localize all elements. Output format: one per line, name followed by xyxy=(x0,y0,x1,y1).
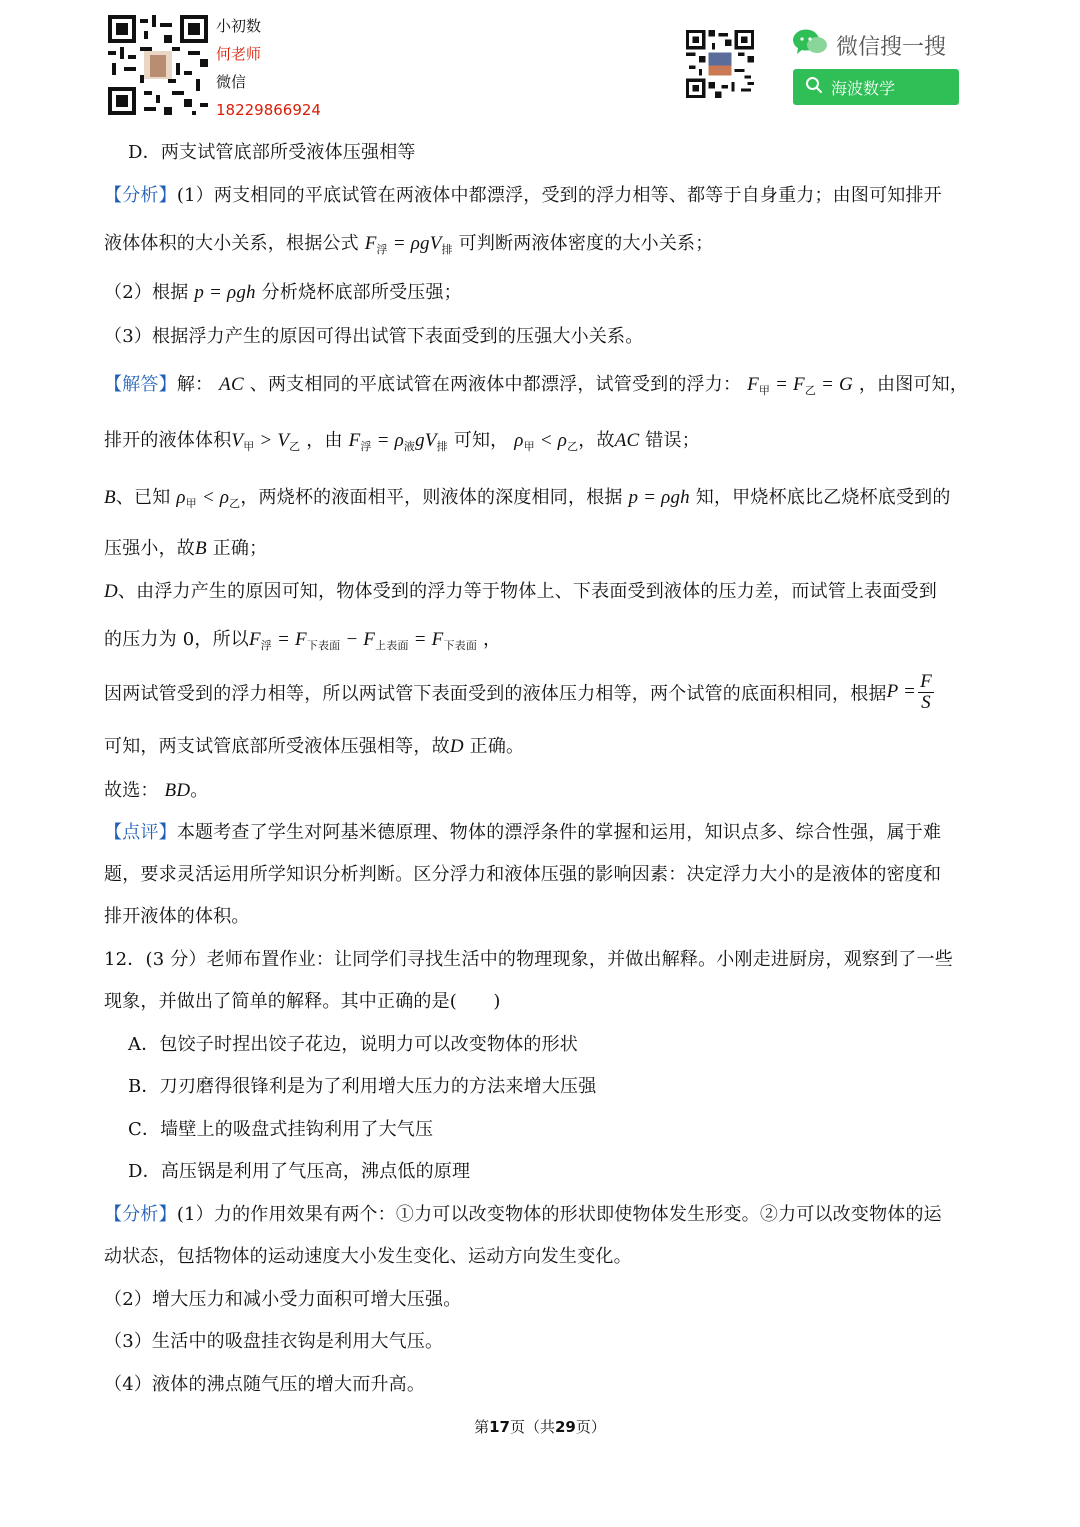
tag-answer: 【解答】 xyxy=(104,374,177,395)
option-c: C．墙壁上的吸盘式挂钩利用了大气压 xyxy=(128,1119,434,1140)
analysis-line-1 xyxy=(104,181,942,207)
option-a: A．包饺子时捏出饺子花边，说明力可以改变物体的形状 xyxy=(128,1034,578,1055)
math-d-2: D xyxy=(449,736,464,757)
formula-equal-forces: $F_甲 = F_乙 = G$ xyxy=(747,374,853,397)
analysis2-line-4: （3）生活中的吸盘挂衣钩是利用大气压。 xyxy=(104,1331,444,1352)
answer-line-8 xyxy=(104,732,524,758)
text: 、两支相同的平底试管在两液体中都漂浮，试管受到的浮力： xyxy=(249,374,742,395)
text: 本题考查了学生对阿基米德原理、物体的漂浮条件的掌握和运用，知识点多、综合性强，属于难 xyxy=(176,822,942,843)
answer-line-4 xyxy=(104,534,267,560)
comment-line-3: 排开液体的体积。 xyxy=(104,906,250,927)
page-total: 29 xyxy=(555,1418,576,1436)
contact-phone: 18229866924 xyxy=(216,101,321,119)
option-d: D．高压锅是利用了气压高，沸点低的原理 xyxy=(128,1161,471,1182)
text: (1）两支相同的平底试管在两液体中都漂浮，受到的浮力相等、都等于自身重力；由图可知排开 xyxy=(176,185,942,206)
formula-volume: $V_甲 > V_乙$ xyxy=(231,430,301,453)
text: 故选： xyxy=(104,780,159,801)
formula-pressure: p = ρgh xyxy=(194,282,256,303)
page-footer: 第17页（共29页） xyxy=(474,1418,606,1436)
text: ，故 xyxy=(578,430,615,451)
question-12-line-2: 现象，并做出了简单的解释。其中正确的是( ) xyxy=(104,991,501,1012)
answer-line-1 xyxy=(104,370,968,398)
analysis2-line-2: 动状态，包括物体的运动速度大小发生变化、运动方向发生变化。 xyxy=(104,1246,632,1267)
text: 正确。 xyxy=(469,736,525,757)
formula-pressure-2: p = ρgh xyxy=(628,487,690,508)
formula-buoyancy-2: $F_浮 = \rho_液gV_排$ xyxy=(348,430,448,453)
tag-analysis-2: 【分析】 xyxy=(104,1204,177,1225)
option-b: B．刀刃磨得很锋利是为了利用增大压力的方法来增大压强 xyxy=(128,1076,597,1097)
text: 分析烧杯底部所受压强； xyxy=(261,282,462,303)
analysis-line-4: （3）根据浮力产生的原因可得出试管下表面受到的压强大小关系。 xyxy=(104,326,644,347)
search-button-label: 海波数学 xyxy=(831,78,896,98)
analysis-line-3 xyxy=(104,278,462,304)
text: (1）力的作用效果有两个：①力可以改变物体的形状即使物体发生形变。②力可以改变物体的运 xyxy=(176,1204,942,1225)
analysis2-line-3: （2）增大压力和减小受力面积可增大压强。 xyxy=(104,1289,462,1310)
text: 压强小，故 xyxy=(104,538,195,559)
math-b-2: B xyxy=(195,538,207,559)
answer-line-5 xyxy=(104,577,937,603)
text: 知，甲烧杯底比乙烧杯底受到的 xyxy=(695,487,951,508)
comment-line-1 xyxy=(104,818,941,844)
text: 可知， xyxy=(453,430,509,451)
text: 、已知 xyxy=(115,487,171,508)
text: （2）根据 xyxy=(104,282,189,303)
tag-analysis: 【分析】 xyxy=(104,185,177,206)
comment-line-2: 题，要求灵活运用所学知识分析判断。区分浮力和液体压强的影响因素：决定浮力大小的是液体的密度和 xyxy=(104,864,942,885)
page-number: 17 xyxy=(489,1418,510,1436)
analysis-line-2 xyxy=(104,229,713,257)
text: ， xyxy=(483,629,502,650)
wechat-logo-icon xyxy=(792,28,828,62)
text: 排开的液体体积 xyxy=(104,430,232,451)
text: 解： xyxy=(176,374,214,395)
contact-teacher: 何老师 xyxy=(216,45,262,63)
text: 可知，两支试管底部所受液体压强相等，故 xyxy=(104,736,450,757)
analysis2-line-5: （4）液体的沸点随气压的增大而升高。 xyxy=(104,1374,426,1395)
text: ，两烧杯的液面相平，则液体的深度相同，根据 xyxy=(240,487,623,508)
search-icon xyxy=(805,76,823,98)
text: 错误； xyxy=(645,430,700,451)
contact-wechat: 微信 xyxy=(216,73,247,91)
math-bd: BD xyxy=(164,780,191,801)
qr-code-official-account xyxy=(686,30,754,98)
text: 的压力为 0，所以 xyxy=(104,629,249,650)
formula-buoyancy: $F_浮 = \rho gV_排$ xyxy=(364,233,453,256)
math-ac-2: AC xyxy=(614,430,640,451)
wechat-search-title xyxy=(792,28,946,62)
math-ac: AC xyxy=(219,374,244,395)
text: 可判断两液体密度的大小关系； xyxy=(458,233,714,254)
question-12-line-1: 12．(3 分）老师布置作业：让同学们寻找生活中的物理现象，并做出解释。小刚走进厨房，观察到了一些 xyxy=(104,949,953,970)
formula-p-fs: P = $\frac{F}{S}$ xyxy=(886,671,932,713)
math-b: B xyxy=(104,487,116,508)
option-d-prev: D．两支试管底部所受液体压强相等 xyxy=(128,142,416,163)
text: 正确； xyxy=(212,538,268,559)
formula-density: $\rho_甲 < \rho_乙$ xyxy=(514,430,579,453)
answer-line-3 xyxy=(104,483,951,511)
formula-density-2: $\rho_甲 < \rho_乙$ xyxy=(176,487,241,510)
tag-comment: 【点评】 xyxy=(104,822,177,843)
answer-line-7 xyxy=(104,672,934,713)
wechat-search-text: 微信搜一搜 xyxy=(836,34,947,60)
search-button[interactable] xyxy=(793,69,959,105)
text: ，由 xyxy=(306,430,343,451)
qr-code-contact xyxy=(108,15,208,115)
text: 液体体积的大小关系，根据公式 xyxy=(104,233,359,254)
text: 、由浮力产生的原因可知，物体受到的浮力等于物体上、下表面受到液体的压力差，而试管上表面受到 xyxy=(117,581,937,602)
contact-line1: 小初数 xyxy=(216,17,262,35)
text: 因两试管受到的浮力相等，所以两试管下表面受到的液体压力相等，两个试管的底面积相同，根据 xyxy=(104,683,887,705)
analysis2-line-1 xyxy=(104,1200,942,1226)
answer-choice xyxy=(104,776,208,802)
math-d: D xyxy=(104,581,118,602)
answer-line-6 xyxy=(104,625,501,653)
formula-pressure-difference: $F_浮 = F_{下表面} - F_{上表面} = F_{下表面}$ xyxy=(248,629,478,652)
contact-info xyxy=(216,12,321,124)
text: ，由图可知， xyxy=(858,374,969,395)
answer-line-2 xyxy=(104,426,700,454)
text: 。 xyxy=(190,780,209,801)
